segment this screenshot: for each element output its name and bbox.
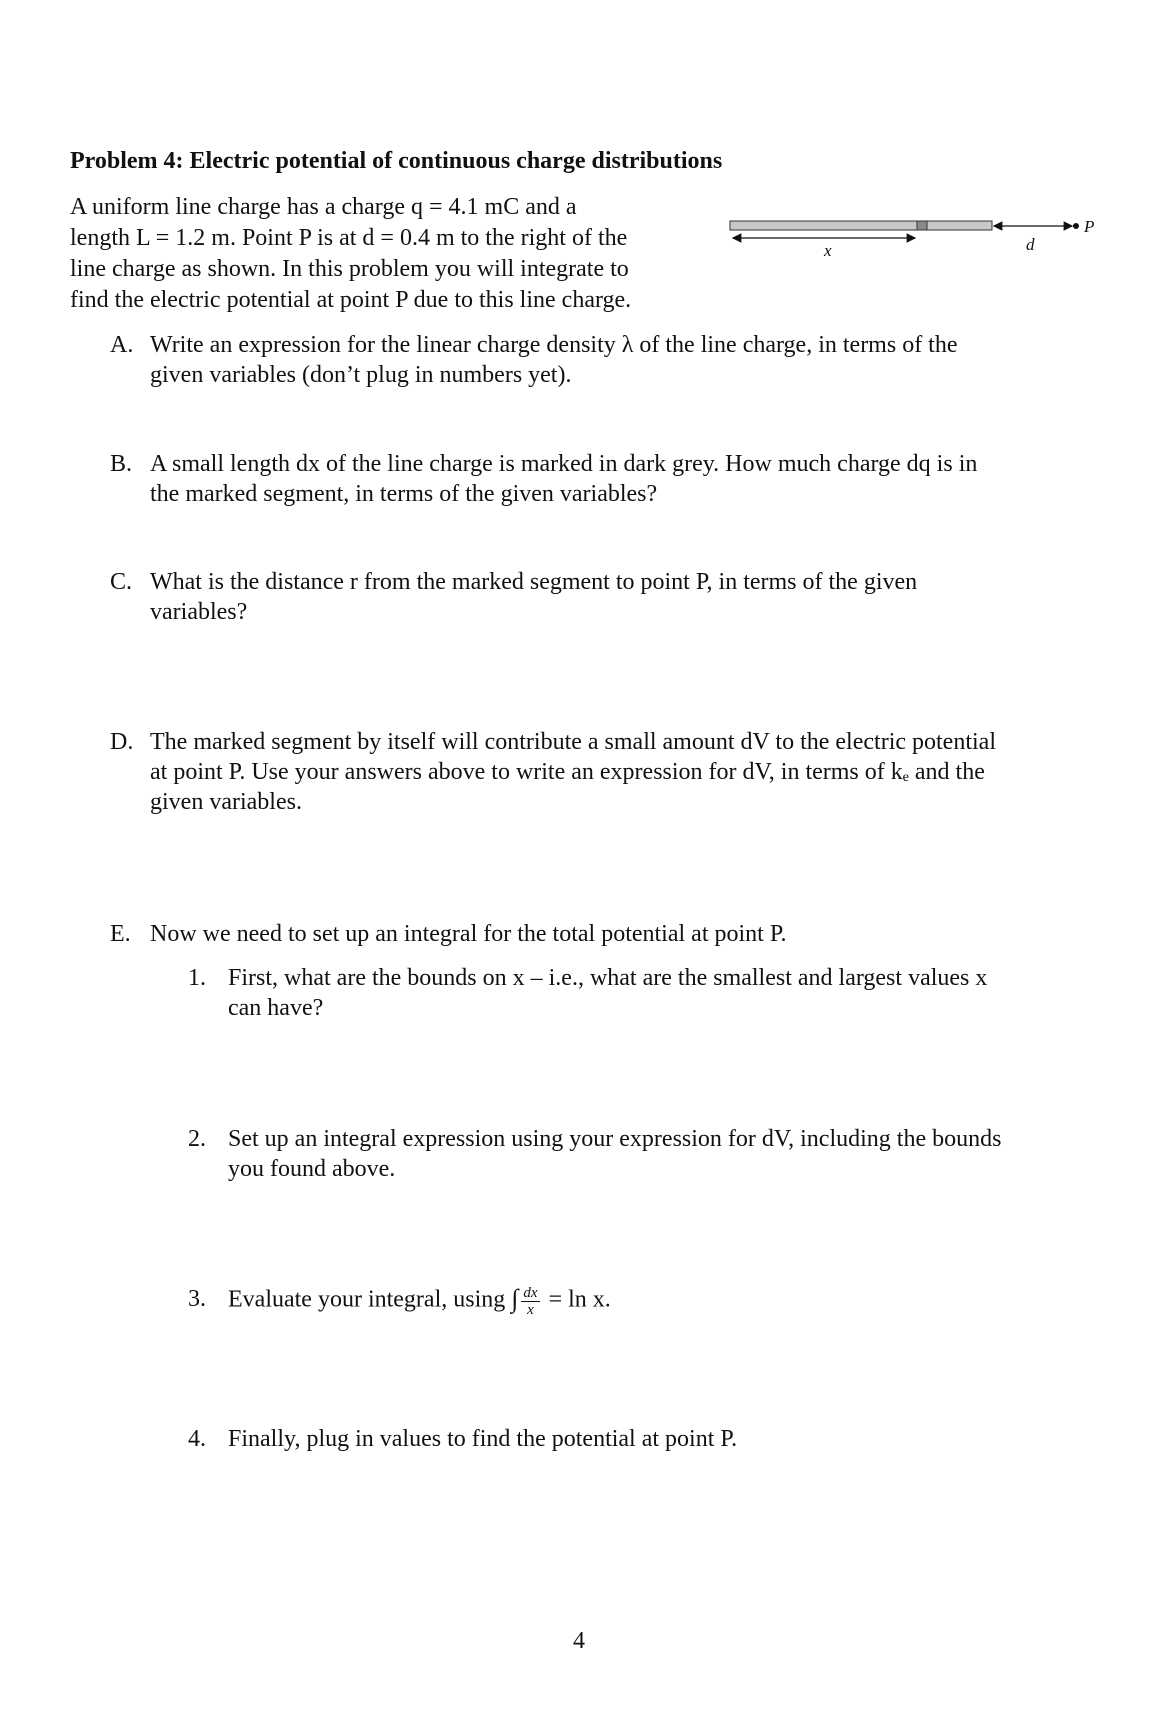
subquestion-text: Set up an integral expression using your expression for dV, including the bounds xyxy=(228,1126,1002,1152)
subquestion-text: can have? xyxy=(228,995,324,1021)
integral-expression xyxy=(511,1284,542,1318)
question-label: A. xyxy=(110,332,134,358)
integral-sign: ∫ xyxy=(511,1284,519,1313)
subquestion-text: Finally, plug in values to find the potential at point P. xyxy=(228,1426,738,1452)
fraction-denominator: x xyxy=(527,1301,534,1318)
subquestion-4 xyxy=(188,1424,1108,1458)
fraction-numerator: dx xyxy=(523,1284,538,1301)
question-text: A small length dx of the line charge is marked in dark grey. How much charge dq is in xyxy=(150,451,978,477)
point-p-dot xyxy=(1073,223,1079,229)
subquestion-2 xyxy=(188,1124,1108,1188)
question-text: given variables (don’t plug in numbers yet). xyxy=(150,362,572,388)
question-label: C. xyxy=(110,569,133,595)
question-text: given variables. xyxy=(150,789,302,815)
question-label: D. xyxy=(110,729,134,755)
question-text: variables? xyxy=(150,599,248,625)
subquestion-text: = ln x. xyxy=(548,1286,611,1313)
subquestion-label: 4. xyxy=(188,1426,206,1452)
subquestion-1 xyxy=(188,963,1108,1027)
subquestion-text: Evaluate your integral, using xyxy=(228,1286,506,1313)
subquestion-label: 2. xyxy=(188,1126,206,1152)
question-text: What is the distance r from the marked segment to point P, in terms of the given xyxy=(150,569,918,595)
subquestion-label: 3. xyxy=(188,1286,206,1312)
subquestion-3 xyxy=(188,1284,1108,1324)
question-c xyxy=(110,567,1110,631)
question-text: at point P. Use your answers above to write an expression for dV, in terms of kₑ and the xyxy=(150,759,985,785)
question-a xyxy=(110,330,1110,394)
question-d xyxy=(110,727,1110,821)
question-b xyxy=(110,449,1110,513)
intro-line: find the electric potential at point P due to this line charge. xyxy=(70,287,632,313)
question-text: the marked segment, in terms of the given variables? xyxy=(150,481,658,507)
line-charge-diagram xyxy=(720,216,1100,266)
fraction xyxy=(521,1285,539,1318)
question-e xyxy=(110,919,1110,953)
subquestion-label: 1. xyxy=(188,965,206,991)
question-text: The marked segment by itself will contribute a small amount dV to the electric potential xyxy=(150,729,996,755)
problem-intro xyxy=(70,192,720,316)
line-charge-rod xyxy=(730,221,992,230)
x-label: x xyxy=(824,241,832,260)
question-label: B. xyxy=(110,451,133,477)
subquestion-text: you found above. xyxy=(228,1156,396,1182)
d-label: d xyxy=(1026,235,1035,254)
question-text: Write an expression for the linear charge density λ of the line charge, in terms of the xyxy=(150,332,958,358)
subquestion-text: First, what are the bounds on x – i.e., what are the smallest and largest values x xyxy=(228,965,988,991)
page-number: 4 xyxy=(573,1628,585,1654)
problem-title: Problem 4: Electric potential of continuous charge distributions xyxy=(70,148,723,174)
question-text: Now we need to set up an integral for the total potential at point P. xyxy=(150,921,787,947)
question-label: E. xyxy=(110,921,131,947)
intro-line: A uniform line charge has a charge q = 4.1 mC and a xyxy=(70,194,577,220)
intro-line: line charge as shown. In this problem you will integrate to xyxy=(70,256,629,282)
marked-segment xyxy=(917,221,927,230)
p-label: P xyxy=(1084,217,1095,236)
intro-line: length L = 1.2 m. Point P is at d = 0.4 m to the right of the xyxy=(70,225,628,251)
